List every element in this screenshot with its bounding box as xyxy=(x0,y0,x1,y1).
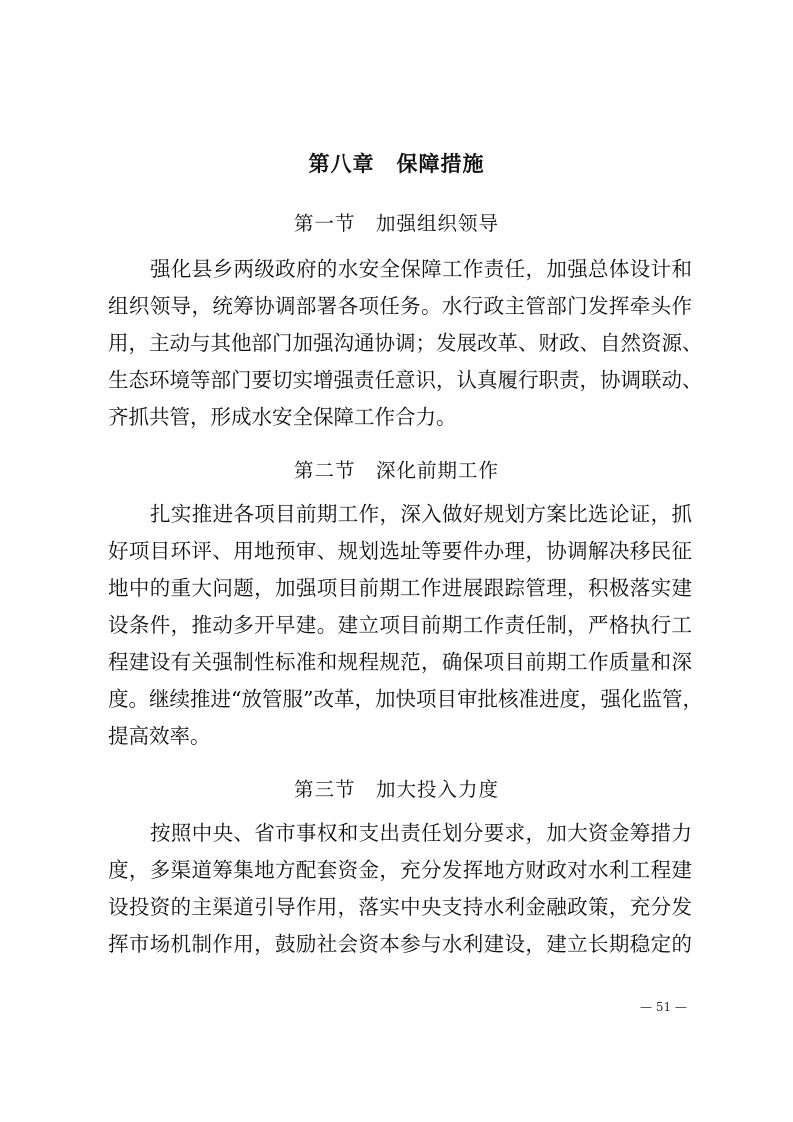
paragraph-line: 用，主动与其他部门加强沟通协调；发展改革、财政、自然资源、 xyxy=(108,331,703,355)
paragraph-line: 度。继续推进“放管服”改革，加快项目审批核准进度，强化监管， xyxy=(108,687,703,711)
section-heading: 第一节 加强组织领导 xyxy=(293,212,499,235)
chapter-title: 第八章 保障措施 xyxy=(308,152,485,176)
paragraph-line: 程建设有关强制性标准和规程规范，确保项目前期工作质量和深 xyxy=(108,650,692,674)
paragraph-line: 扎实推进各项目前期工作，深入做好规划方案比选论证，抓 xyxy=(150,502,692,526)
paragraph-line: 齐抓共管，形成水安全保障工作合力。 xyxy=(108,405,457,429)
page-number: — 51 — xyxy=(640,1000,687,1014)
paragraph-line: 度，多渠道筹集地方配套资金，充分发挥地方财政对水利工程建 xyxy=(108,858,692,882)
paragraph-line: 地中的重大问题，加强项目前期工作进展跟踪管理，积极落实建 xyxy=(108,576,692,600)
paragraph-line: 组织领导，统筹协调部署各项任务。水行政主管部门发挥牵头作 xyxy=(108,294,692,318)
paragraph-line: 设投资的主渠道引导作用，落实中央支持水利金融政策，充分发 xyxy=(108,895,692,919)
paragraph-line: 按照中央、省市事权和支出责任划分要求，加大资金筹措力 xyxy=(150,821,692,845)
paragraph-line: 提高效率。 xyxy=(108,724,211,748)
paragraph-line: 设条件，推动多开早建。建立项目前期工作责任制，严格执行工 xyxy=(108,613,692,637)
paragraph-line: 好项目环评、用地预审、规划选址等要件办理，协调解决移民征 xyxy=(108,539,692,563)
paragraph-line: 挥市场机制作用，鼓励社会资本参与水利建设，建立长期稳定的 xyxy=(108,932,692,956)
section-heading: 第三节 加大投入力度 xyxy=(293,778,499,801)
paragraph-line: 生态环境等部门要切实增强责任意识，认真履行职责，协调联动、 xyxy=(108,368,703,392)
section-heading: 第二节 深化前期工作 xyxy=(293,459,499,482)
paragraph-line: 强化县乡两级政府的水安全保障工作责任，加强总体设计和 xyxy=(150,257,692,281)
